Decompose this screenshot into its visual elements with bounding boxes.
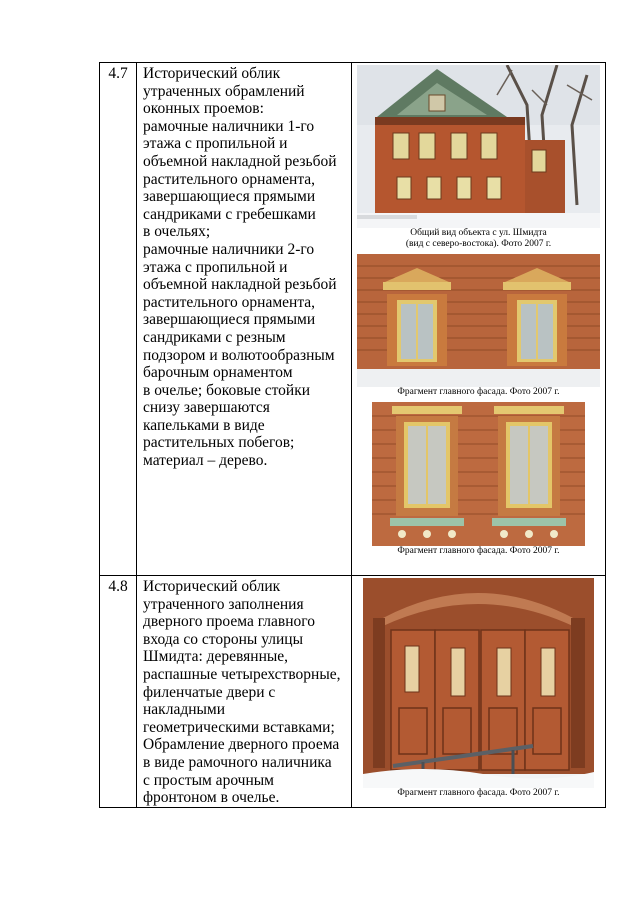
heritage-table xyxy=(99,62,606,808)
description-line: сандриками с гребешками xyxy=(143,205,316,223)
caption-line: Фрагмент главного фасада. Фото 2007 г. xyxy=(397,387,560,397)
description-line: завершающиеся прямыми xyxy=(143,311,316,329)
caption-line: Фрагмент главного фасада. Фото 2007 г. xyxy=(397,546,560,556)
description-line: утраченного заполнения xyxy=(143,595,304,613)
description-line: дверного проема главного xyxy=(143,613,315,631)
description-line: сандриками с резным xyxy=(143,328,286,346)
description-line: рамочные наличники 1-го xyxy=(143,117,315,135)
description-line: распашные четырехстворные, xyxy=(143,665,341,683)
photo-facade-fragment xyxy=(357,254,600,387)
photo-house-general-view xyxy=(357,65,600,228)
photo-caption xyxy=(352,546,605,557)
table-row xyxy=(100,576,606,808)
description-line: снизу завершаются xyxy=(143,399,270,417)
description-line: барочным орнаментом xyxy=(143,364,293,382)
caption-line: (вид с северо-востока). Фото 2007 г. xyxy=(405,239,552,249)
description-line: в очельях; xyxy=(143,223,211,241)
description-line: геометрическими вставками; xyxy=(143,718,335,736)
photo-door-fragment xyxy=(363,578,594,788)
description-line: в виде рамочного наличника xyxy=(143,753,332,771)
description-line: растительных побегов; xyxy=(143,434,295,452)
photo-facade-closeup xyxy=(372,402,585,546)
door-photo-illustration xyxy=(363,578,594,788)
row-description xyxy=(137,576,352,808)
description-line: этажа с пропильной и xyxy=(143,135,288,153)
description-line: рамочные наличники 2-го xyxy=(143,240,315,258)
description-line: подзором и волютообразным xyxy=(143,346,335,364)
description-line: с простым арочным xyxy=(143,771,274,789)
description-line: Исторический облик xyxy=(143,65,281,82)
description-line: входа со стороны улицы xyxy=(143,630,304,648)
description-line: завершающиеся прямыми xyxy=(143,188,316,206)
caption-line: Фрагмент главного фасада. Фото 2007 г. xyxy=(397,788,560,798)
row-photos xyxy=(352,63,606,576)
description-line: филенчатые двери с xyxy=(143,683,276,701)
photo-caption xyxy=(352,788,605,799)
description-line: накладными xyxy=(143,701,226,719)
facade-closeup-illustration xyxy=(372,402,585,546)
row-number: 4.8 xyxy=(100,576,137,808)
description-line: оконных проемов: xyxy=(143,100,264,118)
house-photo-illustration xyxy=(357,65,600,228)
description-line: этажа с пропильной и xyxy=(143,258,288,276)
description-line: капельками в виде xyxy=(143,416,265,434)
caption-line: Общий вид объекта с ул. Шмидта xyxy=(410,228,547,238)
description-line: растительного орнамента, xyxy=(143,293,316,311)
description-line: объемной накладной резьбой xyxy=(143,152,337,170)
description-line: растительного орнамента, xyxy=(143,170,316,188)
description-line: Шмидта: деревянные, xyxy=(143,648,289,666)
facade-photo-illustration xyxy=(357,254,600,387)
description-line: материал – дерево. xyxy=(143,452,268,470)
row-number: 4.7 xyxy=(100,63,137,576)
photo-caption xyxy=(352,387,605,398)
description-line: Обрамление дверного проема xyxy=(143,736,340,754)
table-row xyxy=(100,63,606,576)
description-line: фронтоном в очелье. xyxy=(143,789,280,807)
row-photos xyxy=(352,576,606,808)
description-line: объемной накладной резьбой xyxy=(143,276,337,294)
description-line: утраченных обрамлений xyxy=(143,82,305,100)
row-description xyxy=(137,63,352,576)
description-line: в очелье; боковые стойки xyxy=(143,381,311,399)
photo-caption xyxy=(352,228,605,250)
description-line: Исторический облик xyxy=(143,578,281,595)
